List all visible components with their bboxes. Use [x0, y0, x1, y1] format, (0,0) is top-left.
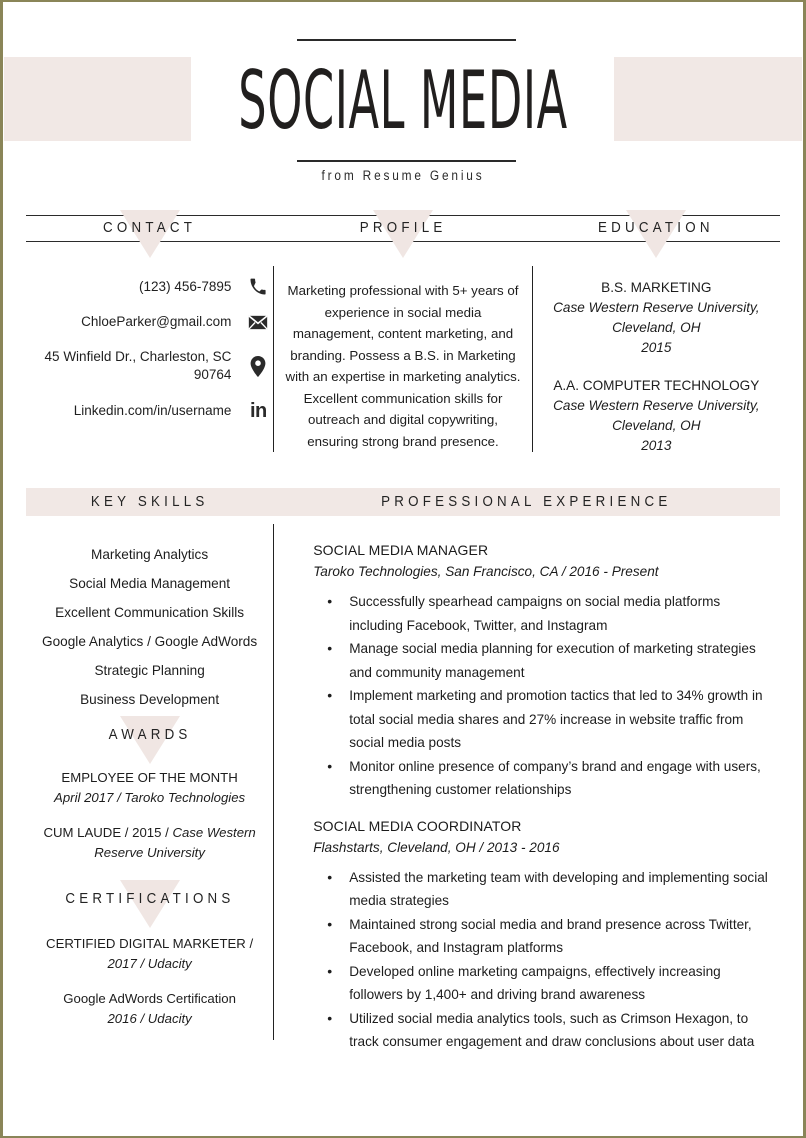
lower-columns: [4, 516, 802, 1068]
job-bullet: • Assisted the marketing team with developing and implementing social media strategies: [347, 866, 776, 913]
job-meta: Taroko Technologies, San Francisco, CA / 2016 - Present: [313, 564, 659, 579]
education-year: 2013: [641, 438, 672, 453]
envelope-icon: [243, 315, 273, 330]
job-bullet-list: [313, 866, 776, 1054]
education-degree: A.A. COMPUTER TECHNOLOGY: [553, 378, 760, 393]
experience-entry: [313, 816, 776, 858]
resume-inner: [3, 2, 803, 1136]
certification-item: [26, 989, 273, 1028]
heading-certifications-label: CERTIFICATIONS: [65, 891, 235, 907]
contact-item-address[interactable]: [26, 348, 273, 384]
skill-item: Google Analytics / Google AdWords: [42, 634, 258, 649]
profile-text: Marketing professional with 5+ years of experience in social media management, content marketing, and branding. Possess a B.S. in Marketing with an expertise in marketing analytics. Excellent communication skills for outreach and digital copywriting, ensuring strong brand presence.: [285, 283, 521, 449]
heading-certifications: [26, 878, 273, 918]
education-entry: [547, 278, 766, 358]
award-detail: April 2017 / Taroko Technologies: [54, 789, 246, 805]
job-bullet: • Developed online marketing campaigns, effectively increasing followers by 1,400+ and driving brand awareness: [347, 960, 776, 1007]
left-column: [26, 516, 273, 1068]
certification-detail: 2016 / Udacity: [107, 1010, 192, 1026]
job-bullet: • Monitor online presence of company’s brand and engage with users, strengthening customer relationships: [347, 755, 776, 802]
top-columns: [4, 242, 802, 474]
contact-item-email[interactable]: [26, 313, 273, 331]
job-title: SOCIAL MEDIA MANAGER: [313, 542, 489, 558]
job-meta: Flashstarts, Cleveland, OH / 2013 - 2016: [313, 839, 560, 855]
linkedin-icon: in: [249, 400, 267, 422]
page-title: SOCIAL MEDIA: [238, 54, 568, 147]
education-list: [533, 256, 780, 456]
page-subtitle: from Resume Genius: [321, 168, 485, 183]
job-bullet: • Implement marketing and promotion tactics that led to 34% growth in total social media shares and 27% increase in website traffic from social media posts: [347, 684, 776, 755]
award-title: CUM LAUDE / 2015 /: [43, 825, 173, 840]
job-title: SOCIAL MEDIA COORDINATOR: [313, 817, 522, 834]
award-detail: Case Western Reserve University: [94, 825, 256, 860]
profile-body: [273, 256, 532, 452]
key-skills-list: [26, 540, 273, 714]
contact-item-phone[interactable]: [26, 278, 273, 296]
heading-awards-label: AWARDS: [108, 727, 192, 743]
title-rule-top: [297, 39, 516, 41]
contact-phone-text: (123) 456-7895: [139, 279, 232, 294]
certification-title: Google AdWords Certification: [63, 991, 236, 1006]
heading-key-skills: KEY SKILLS: [90, 494, 209, 510]
profile-column: [273, 256, 532, 452]
job-bullet: • Maintained strong social media and brand presence across Twitter, Facebook, and Instagram platforms: [347, 913, 776, 960]
section-band: [26, 488, 780, 516]
experience-entry: [313, 540, 776, 582]
education-column: [533, 256, 780, 474]
heading-professional-experience: PROFESSIONAL EXPERIENCE: [381, 494, 672, 510]
contact-item-linkedin[interactable]: [26, 401, 273, 421]
skill-item: Strategic Planning: [94, 663, 205, 678]
certifications-list: [26, 918, 273, 1028]
certification-item: [26, 934, 273, 973]
heading-contact-label: CONTACT: [103, 220, 197, 236]
heading-education: [533, 215, 780, 242]
heading-profile-label: PROFILE: [359, 220, 447, 236]
skill-item: Excellent Communication Skills: [55, 605, 245, 620]
education-year: 2015: [641, 340, 672, 355]
education-school: Case Western Reserve University, Cleveland, OH: [553, 300, 760, 335]
skill-item: Social Media Management: [69, 576, 231, 591]
education-school: Case Western Reserve University, Cleveland, OH: [553, 398, 760, 433]
contact-column: [26, 256, 273, 438]
experience-column: [273, 516, 780, 1068]
skill-item: Business Development: [80, 692, 220, 707]
heading-contact: [26, 215, 273, 242]
heading-profile: [273, 215, 532, 242]
heading-education-label: EDUCATION: [598, 220, 715, 236]
title-rule-bottom: [297, 160, 516, 162]
certification-detail: 2017 / Udacity: [107, 955, 192, 971]
contact-list: [26, 256, 273, 421]
job-bullet: • Manage social media planning for execution of marketing strategies and community management: [347, 637, 776, 684]
top-section-headings: [4, 215, 802, 242]
heading-awards: [26, 714, 273, 754]
phone-icon: [243, 278, 273, 296]
education-degree: B.S. MARKETING: [601, 280, 712, 295]
education-entry: [547, 376, 766, 456]
job-bullet: • Utilized social media analytics tools, such as Crimson Hexagon, to track consumer engagement and draw conclusions about user data: [347, 1007, 776, 1054]
award-title: EMPLOYEE OF THE MONTH: [61, 770, 238, 785]
award-item: [26, 768, 273, 807]
award-item: [26, 823, 273, 862]
skill-item: Marketing Analytics: [91, 547, 209, 562]
map-pin-icon: [243, 356, 273, 377]
job-bullet: • Successfully spearhead campaigns on social media platforms including Facebook, Twitter, and Instagram: [347, 590, 776, 637]
certification-title: CERTIFIED DIGITAL MARKETER /: [46, 936, 254, 951]
contact-linkedin-text: Linkedin.com/in/username: [73, 403, 232, 418]
contact-address-text: 45 Winfield Dr., Charleston, SC 90764: [44, 349, 232, 382]
awards-list: [26, 754, 273, 862]
job-bullet-list: [313, 590, 776, 802]
contact-email-text: ChloeParker@gmail.com: [81, 314, 232, 329]
resume-header: [4, 3, 802, 215]
